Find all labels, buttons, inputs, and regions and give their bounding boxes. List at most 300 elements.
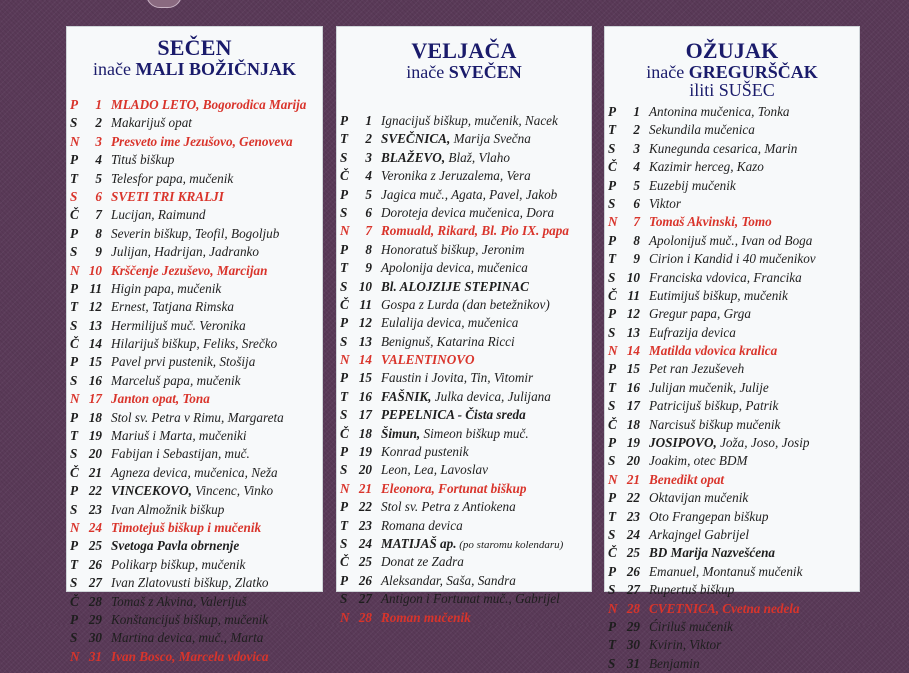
day-saints-text: Fabijan i Sebastijan, muč. — [111, 446, 250, 462]
weekday-letter: Č — [70, 336, 79, 352]
day-row — [605, 416, 859, 434]
weekday-letter: P — [608, 104, 617, 119]
weekday-letter: N — [608, 600, 618, 616]
day-number: 28 — [88, 593, 102, 609]
day-row — [337, 369, 591, 387]
weekday-letter: S — [340, 278, 348, 294]
day-number: 29 — [626, 618, 640, 634]
day-number: 15 — [88, 354, 102, 370]
day-number: 24 — [88, 519, 102, 535]
day-saints — [111, 445, 250, 463]
day-row — [67, 206, 322, 224]
day-saints-text: Svetoga Pavla obrnenje — [111, 538, 240, 554]
day-number: 13 — [358, 333, 372, 349]
day-number: 26 — [626, 563, 640, 579]
day-saints — [381, 259, 528, 277]
day-saints-text: Franciska vdovica, Francika — [649, 269, 802, 285]
weekday-letter: P — [608, 563, 617, 579]
day-saints-text: Patricijuš biškup, Patrik — [649, 398, 779, 414]
day-saints-text: Julijan mučenik, Julije — [649, 379, 769, 395]
day-row — [67, 133, 322, 151]
day-saints-text: Oktavijan mučenik — [649, 490, 749, 506]
weekday-letter: T — [608, 379, 617, 395]
day-row — [337, 149, 591, 167]
weekday-letter: P — [608, 232, 617, 248]
weekday-letter: P — [70, 280, 79, 296]
day-number: 5 — [365, 186, 372, 202]
weekday-letter: S — [70, 372, 78, 388]
day-number: 21 — [626, 471, 640, 487]
weekday-letter: P — [608, 435, 617, 451]
subtitle-name: GREGURŠČAK — [688, 62, 818, 82]
weekday-letter: S — [70, 317, 78, 333]
day-row — [337, 186, 591, 204]
day-number: 18 — [88, 409, 102, 425]
day-saints-text: Romana devica — [381, 517, 463, 533]
day-saints-text: Ivan Almožnik biškup — [111, 501, 225, 517]
day-saints — [649, 544, 775, 562]
day-number: 23 — [358, 517, 372, 533]
weekday-letter: P — [608, 306, 617, 322]
day-saints-text: CVETNICA, Cvetna nedela — [649, 600, 800, 616]
day-saints — [381, 278, 529, 296]
day-number: 2 — [365, 131, 372, 147]
day-saints — [111, 353, 255, 371]
day-saints — [111, 335, 277, 353]
day-saints — [111, 225, 279, 243]
weekday-letter: P — [608, 490, 617, 506]
day-number: 11 — [89, 280, 102, 296]
day-row — [337, 241, 591, 259]
day-number: 3 — [95, 133, 102, 149]
day-saints-text: Veronika z Jeruzalema, Vera — [381, 168, 531, 184]
weekday-letter: P — [340, 444, 349, 460]
day-number: 18 — [626, 416, 640, 432]
day-row — [337, 259, 591, 277]
weekday-letter: P — [70, 611, 79, 627]
day-row — [605, 177, 859, 195]
day-saints — [649, 232, 812, 250]
month-header — [337, 40, 591, 81]
day-number: 3 — [633, 140, 640, 156]
day-saints-text: Eutimijuš biškup, mučenik — [649, 287, 788, 303]
weekday-letter: T — [340, 388, 349, 404]
day-saints — [649, 526, 749, 544]
day-saints — [111, 372, 241, 390]
day-row — [67, 482, 322, 500]
day-saints — [381, 553, 464, 571]
day-row — [337, 406, 591, 424]
day-row — [337, 498, 591, 516]
day-row — [605, 360, 859, 378]
day-row — [605, 379, 859, 397]
weekday-letter: P — [340, 113, 349, 128]
day-saints — [381, 333, 515, 351]
weekday-letter: P — [70, 409, 79, 425]
day-number: 9 — [365, 260, 372, 276]
day-number: 6 — [365, 204, 372, 220]
day-saints — [111, 648, 269, 666]
month-column-veljaca — [336, 26, 592, 625]
day-number: 16 — [358, 388, 372, 404]
day-saints — [111, 170, 233, 188]
weekday-letter: S — [340, 333, 348, 349]
emblem-icon — [146, 0, 182, 8]
weekday-letter: S — [70, 446, 78, 462]
day-row — [67, 243, 322, 261]
day-saints-text: Rupertuš biškup — [649, 582, 735, 598]
day-row — [605, 140, 859, 158]
day-saints-text: Vincenc, Vinko — [191, 483, 274, 499]
day-saints-text: Benedikt opat — [649, 471, 725, 487]
weekday-letter: P — [340, 241, 349, 257]
weekday-letter: N — [608, 343, 618, 359]
day-saints — [111, 206, 206, 224]
month-title: OŽUJAK — [685, 38, 779, 63]
weekday-letter: N — [608, 214, 618, 230]
day-row — [605, 324, 859, 342]
subtitle-name: MALI BOŽIČNJAK — [135, 59, 296, 79]
day-row — [67, 537, 322, 555]
day-row — [67, 372, 322, 390]
day-number: 31 — [88, 648, 102, 664]
day-saints — [649, 452, 748, 470]
day-saints-text: Oto Frangepan biškup — [649, 508, 769, 524]
day-number: 19 — [88, 428, 102, 444]
day-row — [605, 544, 859, 562]
weekday-letter: P — [340, 572, 349, 588]
month-column-sijecanj — [66, 26, 323, 664]
day-saints — [381, 535, 563, 553]
day-number: 8 — [365, 241, 372, 257]
day-number: 31 — [626, 655, 640, 671]
day-row — [67, 262, 322, 280]
weekday-letter: T — [70, 170, 79, 186]
day-row — [67, 611, 322, 629]
day-saints — [111, 188, 224, 206]
day-row — [605, 342, 859, 360]
weekday-letter: T — [608, 637, 617, 653]
day-saints-text: Jagica muč., Agata, Pavel, Jakob — [381, 186, 558, 202]
day-row — [67, 556, 322, 574]
day-row — [605, 121, 859, 139]
day-saints-text: Romuald, Rikard, Bl. Pio IX. papa — [381, 223, 569, 239]
day-saints — [649, 360, 744, 378]
day-number: 5 — [95, 170, 102, 186]
weekday-letter: N — [70, 391, 80, 407]
day-row — [337, 572, 591, 590]
weekday-letter: S — [340, 591, 348, 607]
day-row — [337, 590, 591, 608]
day-saints-text: Cirion i Kandid i 40 mučenikov — [649, 251, 816, 267]
day-number: 11 — [359, 296, 372, 312]
day-list — [67, 96, 322, 666]
day-number: 4 — [633, 159, 640, 175]
day-number: 19 — [358, 444, 372, 460]
day-row — [337, 388, 591, 406]
day-saints-text: Doroteja devica mučenica, Dora — [381, 204, 555, 220]
day-row — [605, 618, 859, 636]
day-saints-text: Viktor — [649, 195, 681, 211]
day-saints-text: Mariuš i Marta, mučeniki — [111, 428, 247, 444]
day-number: 7 — [95, 207, 102, 223]
day-row — [67, 317, 322, 335]
day-number: 12 — [626, 306, 640, 322]
day-number: 11 — [627, 287, 640, 303]
day-row — [605, 526, 859, 544]
day-saints — [649, 636, 721, 654]
day-saints-text: Hermilijuš muč. Veronika — [111, 317, 246, 333]
day-saints-text: Lucijan, Raimund — [111, 207, 206, 223]
day-row — [67, 464, 322, 482]
day-saints-text: SVETI TRI KRALJI — [111, 188, 224, 204]
day-saints-text: Emanuel, Montanuš mučenik — [649, 563, 803, 579]
weekday-letter: T — [608, 508, 617, 524]
day-saints — [649, 158, 764, 176]
day-number: 26 — [358, 572, 372, 588]
day-row — [337, 609, 591, 627]
weekday-letter: N — [70, 648, 80, 664]
weekday-letter: N — [70, 133, 80, 149]
day-saints — [381, 406, 526, 424]
weekday-letter: S — [70, 115, 78, 131]
day-number: 13 — [626, 324, 640, 340]
day-number: 9 — [633, 251, 640, 267]
day-saints-text: Tomaš Akvinski, Tomo — [649, 214, 772, 230]
day-saints — [649, 655, 700, 673]
day-row — [605, 250, 859, 268]
day-feast-bold: BLAŽEVO, — [381, 149, 446, 165]
day-number: 2 — [95, 115, 102, 131]
day-row — [605, 434, 859, 452]
day-number: 6 — [95, 188, 102, 204]
day-saints-text: Stol sv. Petra z Antiokena — [381, 499, 516, 515]
day-saints-text: Konrad pustenik — [381, 444, 469, 460]
day-number: 1 — [365, 113, 372, 128]
day-row — [67, 427, 322, 445]
day-saints — [649, 177, 736, 195]
day-saints — [649, 416, 780, 434]
day-row — [605, 600, 859, 618]
day-saints-text: Benjamin — [649, 655, 700, 671]
day-number: 15 — [358, 370, 372, 386]
weekday-letter: T — [340, 517, 349, 533]
weekday-letter: N — [608, 471, 618, 487]
day-saints-text: Julka devica, Julijana — [431, 388, 551, 404]
day-saints — [649, 213, 772, 231]
day-saints — [649, 140, 797, 158]
day-number: 16 — [626, 379, 640, 395]
day-number: 27 — [88, 575, 102, 591]
day-list — [605, 103, 859, 673]
weekday-letter: P — [70, 97, 79, 112]
day-saints — [111, 574, 269, 592]
day-saints — [649, 563, 802, 581]
day-saints — [111, 262, 267, 280]
day-number: 28 — [626, 600, 640, 616]
weekday-letter: S — [608, 324, 616, 340]
weekday-letter: T — [608, 122, 617, 138]
day-saints — [111, 409, 284, 427]
day-saints-text: Severin biškup, Teofil, Bogoljub — [111, 225, 280, 241]
weekday-letter: N — [340, 352, 350, 368]
day-number: 22 — [358, 499, 372, 515]
day-saints — [381, 480, 526, 498]
day-row — [605, 103, 859, 121]
weekday-letter: T — [70, 299, 79, 315]
day-row — [337, 333, 591, 351]
day-saints-text: Eleonora, Fortunat biškup — [381, 480, 527, 496]
day-saints-text: Eulalija devica, mučenica — [381, 315, 519, 331]
day-saints — [111, 519, 261, 537]
day-saints — [649, 379, 769, 397]
day-saints-text: Tomaš z Akvina, Valerijuš — [111, 593, 247, 609]
day-saints — [111, 133, 293, 151]
day-saints — [649, 600, 800, 618]
day-number: 12 — [88, 299, 102, 315]
day-row — [337, 517, 591, 535]
day-saints — [381, 590, 560, 608]
day-saints-text: Marceluš papa, mučenik — [111, 372, 241, 388]
weekday-letter: S — [340, 535, 348, 551]
day-saints-text: Kunegunda cesarica, Marin — [649, 140, 798, 156]
day-number: 12 — [358, 315, 372, 331]
day-number: 8 — [633, 232, 640, 248]
day-feast-bold: SVEČNICA, — [381, 131, 451, 147]
day-number: 24 — [358, 535, 372, 551]
day-saints-text: Gregur papa, Grga — [649, 306, 751, 322]
day-saints-text: Gospa z Lurda (dan betežnikov) — [381, 296, 550, 312]
month-header — [67, 37, 322, 78]
day-saints — [111, 280, 221, 298]
day-saints — [111, 243, 259, 261]
day-saints-text: Ivan Zlatovusti biškup, Zlatko — [111, 575, 269, 591]
day-saints-text: Higin papa, mučenik — [111, 280, 222, 296]
day-saints — [111, 298, 234, 316]
day-saints — [649, 287, 788, 305]
day-row — [67, 298, 322, 316]
weekday-letter: P — [608, 177, 617, 193]
day-saints-text: Marija Svečna — [450, 131, 531, 147]
month-subtitle — [605, 63, 859, 81]
weekday-letter: T — [608, 251, 617, 267]
month-subtitle — [67, 60, 322, 78]
day-number: 5 — [633, 177, 640, 193]
day-row — [605, 489, 859, 507]
day-feast-bold: Šimun, — [381, 425, 421, 441]
day-saints — [381, 369, 533, 387]
day-saints-text: Presveto ime Jezušovo, Genoveva — [111, 133, 293, 149]
day-row — [337, 443, 591, 461]
weekday-letter: P — [340, 186, 349, 202]
weekday-letter: N — [340, 480, 350, 496]
weekday-letter: P — [70, 483, 79, 499]
day-saints — [381, 461, 488, 479]
weekday-letter: S — [608, 655, 616, 671]
weekday-letter: Č — [608, 545, 617, 561]
day-saints — [111, 482, 273, 500]
day-saints-text: Aleksandar, Saša, Sandra — [381, 572, 516, 588]
day-saints — [111, 151, 174, 169]
day-number: 14 — [626, 343, 640, 359]
day-row — [337, 204, 591, 222]
day-number: 10 — [358, 278, 372, 294]
day-saints-text: Pet ran Jezuševeh — [649, 361, 745, 377]
day-number: 22 — [626, 490, 640, 506]
day-row — [67, 225, 322, 243]
day-row — [605, 452, 859, 470]
day-saints — [381, 572, 516, 590]
day-row — [605, 195, 859, 213]
weekday-letter: S — [608, 269, 616, 285]
day-row — [67, 335, 322, 353]
month-subtitle — [337, 63, 591, 81]
weekday-letter: S — [70, 575, 78, 591]
day-row — [605, 581, 859, 599]
day-saints — [381, 167, 531, 185]
day-row — [605, 655, 859, 673]
day-feast-bold: Bl. ALOJZIJE STEPINAC — [381, 278, 529, 294]
day-saints-text: Eufrazija devica — [649, 324, 736, 340]
day-saints-text: Joakim, otec BDM — [649, 453, 748, 469]
subtitle-name: SVEČEN — [448, 62, 522, 82]
day-row — [605, 508, 859, 526]
day-number: 30 — [626, 637, 640, 653]
day-saints-text: Krščenje Jezuševo, Marcijan — [111, 262, 268, 278]
day-row — [605, 636, 859, 654]
day-saints — [649, 434, 809, 452]
day-saints — [649, 397, 778, 415]
day-saints-text: Euzebij mučenik — [649, 177, 736, 193]
day-saints-text: (po staromu kolendaru) — [456, 538, 564, 551]
day-row — [605, 305, 859, 323]
day-saints-text: Ignacijuš biškup, mučenik, Nacek — [381, 113, 558, 128]
day-row — [337, 112, 591, 130]
day-row — [605, 232, 859, 250]
day-saints — [381, 204, 554, 222]
day-feast-bold: PEPELNICA - Čista sreda — [381, 407, 526, 423]
weekday-letter: Č — [340, 554, 349, 570]
day-saints — [381, 498, 516, 516]
day-row — [67, 151, 322, 169]
day-saints — [111, 114, 192, 132]
weekday-letter: S — [340, 149, 348, 165]
day-saints — [111, 593, 247, 611]
day-saints-text: MLADO LETO, Bogorodica Marija — [111, 97, 307, 112]
day-saints-text: Polikarp biškup, mučenik — [111, 556, 246, 572]
day-row — [605, 397, 859, 415]
day-feast-bold: VINCEKOVO, — [111, 483, 192, 499]
day-saints-text: Ivan Bosco, Marcela vdovica — [111, 648, 269, 664]
day-saints-text: Matilda vdovica kralica — [649, 343, 778, 359]
day-row — [605, 269, 859, 287]
weekday-letter: P — [340, 315, 349, 331]
day-saints-text: Benignuš, Katarina Ricci — [381, 333, 515, 349]
day-saints-text: Narcisuš biškup mučenik — [649, 416, 781, 432]
weekday-letter: P — [340, 370, 349, 386]
weekday-letter: P — [70, 152, 79, 168]
day-number: 25 — [88, 538, 102, 554]
weekday-letter: T — [70, 556, 79, 572]
weekday-letter: P — [340, 499, 349, 515]
day-saints — [381, 112, 558, 130]
weekday-letter: S — [70, 501, 78, 517]
day-saints — [381, 130, 531, 148]
day-list — [337, 112, 591, 627]
day-saints-text: Apolonija devica, mučenica — [381, 260, 528, 276]
day-row — [337, 130, 591, 148]
day-saints — [649, 508, 768, 526]
